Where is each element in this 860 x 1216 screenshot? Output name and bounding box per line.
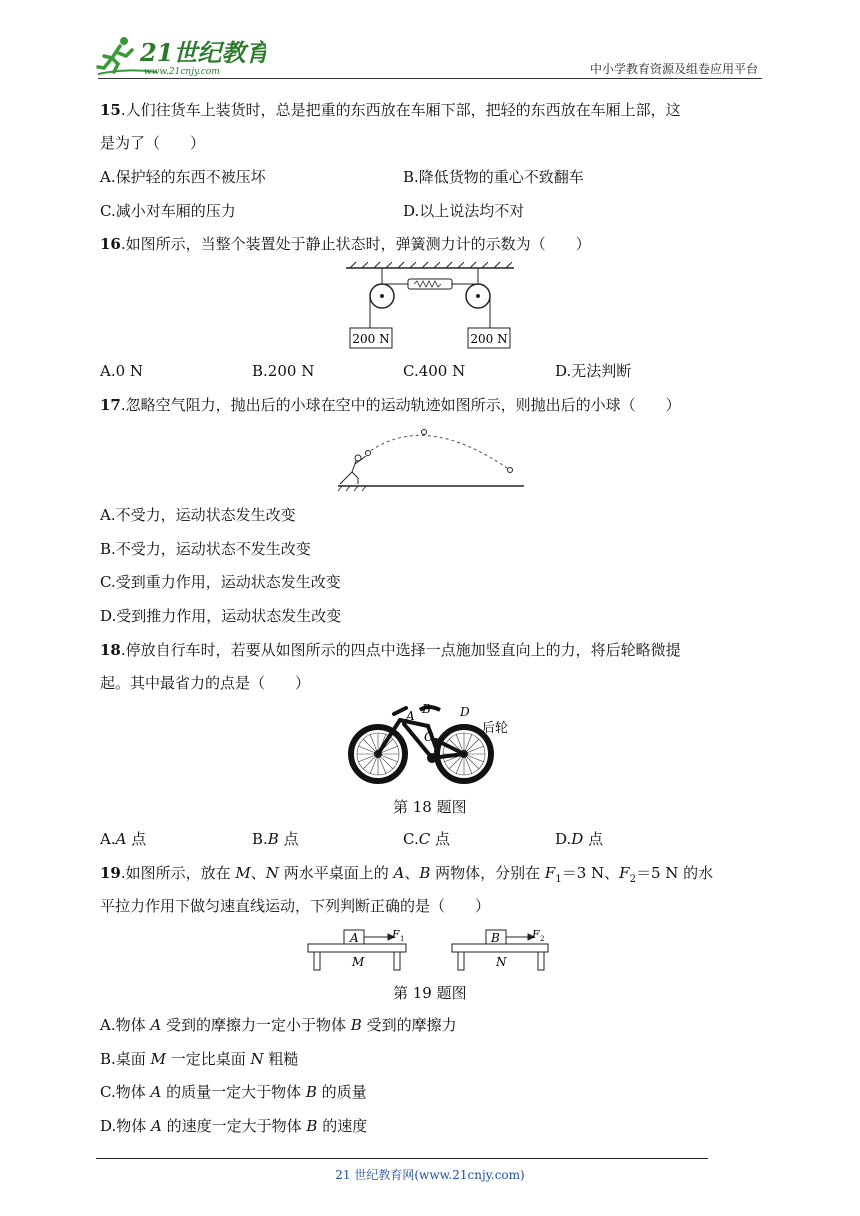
- question-19-line2: 平拉力作用下做匀速直线运动，下列判断正确的是（ ）: [100, 897, 491, 915]
- label-point-d: D: [460, 705, 470, 719]
- question-19-line1: 19.如图所示，放在 M、N 两水平桌面上的 A、B 两物体，分别在 $F_1=3$ N、$F_2=5$ N 的水: [100, 864, 714, 885]
- ball-trajectory: [366, 435, 510, 470]
- question-16: [100, 234, 591, 254]
- option-18-a[interactable]: A.A 点: [100, 830, 147, 848]
- option-15-b[interactable]: B.降低货物的重心不致翻车: [403, 168, 584, 186]
- bicycle-figure: [344, 700, 516, 790]
- question-number: 18: [100, 641, 121, 659]
- tables-figure: [306, 926, 556, 976]
- option-16-c[interactable]: C.400 N: [403, 362, 466, 380]
- label-point-b: B: [422, 702, 431, 716]
- question-15-line1: [100, 100, 681, 120]
- question-text: .停放自行车时，若要从如图所示的四点中选择一点施加竖直向上的力，将后轮略微提: [120, 641, 681, 659]
- label-force-f1-sub: 1: [400, 935, 405, 943]
- trajectory-figure: [334, 424, 528, 498]
- weight-left-label: 200 N: [352, 332, 390, 346]
- question-17: [100, 395, 681, 415]
- label-force-f2: F: [532, 928, 540, 941]
- footer-divider: [96, 1158, 708, 1159]
- option-19-c[interactable]: C.物体 A 的质量一定大于物体 B 的质量: [100, 1083, 367, 1101]
- option-15-d[interactable]: D.以上说法均不对: [403, 202, 525, 220]
- footer-link[interactable]: 21 世纪教育网(www.21cnjy.com): [335, 1168, 525, 1182]
- logo-text: 21世纪教育: [140, 38, 266, 67]
- question-15-line2: 是为了（ ）: [100, 134, 206, 152]
- label-force-f1: F: [392, 928, 400, 941]
- figure-18-caption: 第 18 题图: [393, 798, 467, 816]
- figure-19-caption: 第 19 题图: [393, 984, 467, 1002]
- thrower-figure: [340, 455, 366, 484]
- question-number: 19: [100, 864, 121, 882]
- header-platform-text: 中小学教育资源及组卷应用平台: [589, 62, 758, 76]
- ball: [508, 468, 513, 473]
- option-17-d[interactable]: D.受到推力作用，运动状态发生改变: [100, 607, 342, 625]
- header-divider: [98, 78, 762, 79]
- question-number: 17: [100, 396, 121, 414]
- label-block-a: A: [350, 931, 359, 945]
- label-block-b: B: [491, 931, 500, 945]
- option-16-a[interactable]: A.0 N: [100, 362, 144, 380]
- spring-scale: [408, 279, 452, 289]
- label-point-c: C: [424, 730, 434, 744]
- question-text: .忽略空气阻力，抛出后的小球在空中的运动轨迹如图所示，则抛出后的小球（ ）: [120, 396, 681, 414]
- label-force-f2-sub: 2: [540, 935, 545, 943]
- weight-right-label: 200 N: [470, 332, 508, 346]
- option-15-a[interactable]: A.保护轻的东西不被压坏: [100, 168, 266, 186]
- pulley-figure: [340, 262, 520, 358]
- question-18-line1: [100, 640, 681, 660]
- logo-url: www.21cnjy.com: [144, 67, 220, 77]
- option-15-c[interactable]: C.减小对车厢的压力: [100, 202, 236, 220]
- option-16-b[interactable]: B.200 N: [252, 362, 315, 380]
- option-16-d[interactable]: D.无法判断: [555, 362, 632, 380]
- label-point-a: A: [406, 709, 415, 723]
- ball: [366, 451, 371, 456]
- site-logo: [96, 34, 266, 78]
- question-number: 16: [100, 235, 121, 253]
- option-18-d[interactable]: D.D 点: [555, 830, 604, 848]
- label-table-m: M: [352, 955, 365, 969]
- label-table-n: N: [496, 955, 507, 969]
- question-number: 15: [100, 101, 121, 119]
- question-text: .如图所示，当整个装置处于静止状态时，弹簧测力计的示数为（ ）: [120, 235, 591, 253]
- label-rear-wheel: 后轮: [482, 721, 509, 736]
- option-19-a[interactable]: A.物体 A 受到的摩擦力一定小于物体 B 受到的摩擦力: [100, 1016, 457, 1034]
- option-18-c[interactable]: C.C 点: [403, 830, 450, 848]
- option-17-c[interactable]: C.受到重力作用，运动状态发生改变: [100, 573, 341, 591]
- option-19-d[interactable]: D.物体 A 的速度一定大于物体 B 的速度: [100, 1117, 368, 1135]
- question-text: .人们往货车上装货时，总是把重的东西放在车厢下部，把轻的东西放在车厢上部，这: [120, 101, 681, 119]
- option-19-b[interactable]: B.桌面 M 一定比桌面 N 粗糙: [100, 1050, 299, 1068]
- ball: [422, 430, 427, 435]
- option-17-b[interactable]: B.不受力，运动状态不发生改变: [100, 540, 311, 558]
- option-18-b[interactable]: B.B 点: [252, 830, 299, 848]
- question-18-line2: 起。其中最省力的点是（ ）: [100, 674, 311, 692]
- option-17-a[interactable]: A.不受力，运动状态发生改变: [100, 506, 296, 524]
